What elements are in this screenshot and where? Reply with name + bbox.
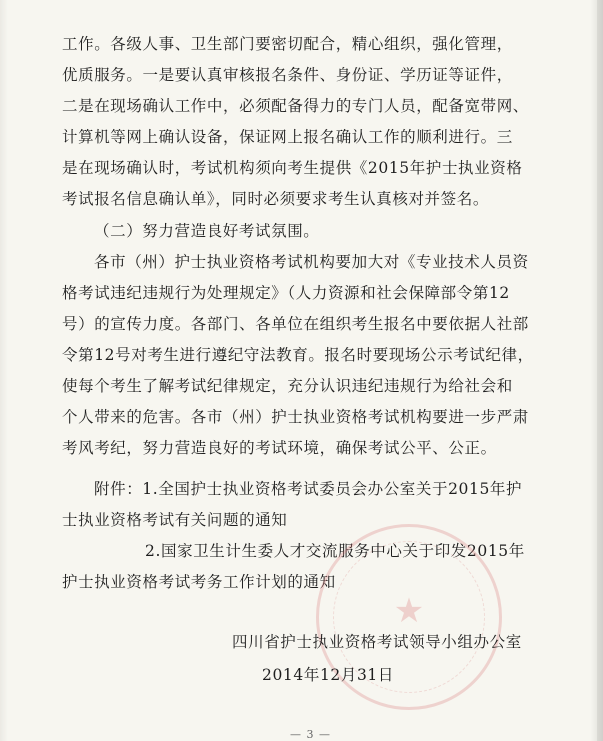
signature-date: 2014年12月31日 — [262, 666, 394, 684]
section-heading: （二）努力营造良好考试氛围。 — [94, 222, 320, 240]
paragraph-line-3: 二是在现场确认工作中，必须配备得力的专门人员，配备宽带网、 — [62, 97, 529, 115]
section-line-6: 个人带来的危害。各市（州）护士执业资格考试机构要进一步严肃 — [62, 408, 529, 426]
section-line-4: 令第12号对考生进行遵纪守法教育。报名时要现场公示考试纪律， — [62, 346, 534, 364]
paragraph-line-6: 考试报名信息确认单》，同时必须要求考生认真核对并签名。 — [62, 190, 489, 208]
scan-edge-shadow — [597, 0, 603, 741]
section-line-2: 格考试违纪违规行为处理规定》（人力资源和社会保障部令第12 — [62, 284, 510, 302]
paragraph-line-4: 计算机等网上确认设备，保证网上报名确认工作的顺利进行。三 — [62, 128, 513, 146]
section-line-3: 号）的宣传力度。各部门、各单位在组织考生报名中要依据人社部 — [62, 315, 529, 333]
page-number: — 3 — — [290, 728, 331, 741]
signature-organization: 四川省护士执业资格考试领导小组办公室 — [232, 633, 522, 651]
attachment-label-line: 附件：1.全国护士执业资格考试委员会办公室关于2015年护 — [94, 480, 523, 498]
paragraph-line-1: 工作。各级人事、卫生部门要密切配合，精心组织，强化管理， — [62, 35, 513, 53]
attachment-item1-continued: 士执业资格考试有关问题的通知 — [62, 511, 288, 529]
seal-star-icon: ★ — [393, 591, 425, 631]
section-line-1: 各市（州）护士执业资格考试机构要加大对《专业技术人员资 — [94, 253, 529, 271]
attachment-item2-line: 2.国家卫生计生委人才交流服务中心关于印发2015年 — [145, 542, 525, 560]
section-line-5: 使每个考生了解考试纪律规定，充分认识违纪违规行为给社会和 — [62, 377, 513, 395]
section-line-7: 考风考纪，努力营造良好的考试环境，确保考试公平、公正。 — [62, 439, 497, 457]
paragraph-line-2: 优质服务。一是要认真审核报名条件、身份证、学历证等证件， — [62, 66, 513, 84]
paragraph-line-5: 是在现场确认时，考试机构须向考生提供《2015年护士执业资格 — [62, 159, 523, 177]
attachment-item2-continued: 护士执业资格考试考务工作计划的通知 — [62, 573, 336, 591]
